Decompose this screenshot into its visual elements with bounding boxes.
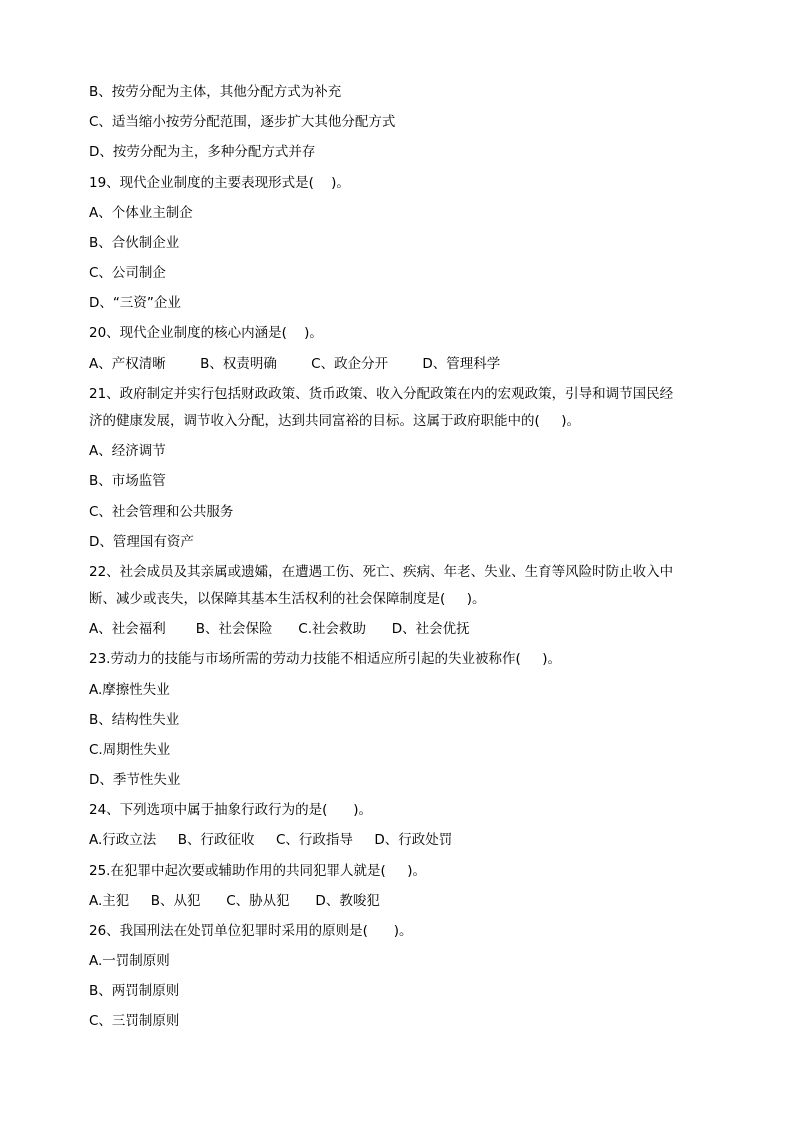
option-21-b: B、市场监管: [89, 473, 166, 489]
option-26-b: B、两罚制原则: [89, 983, 180, 999]
option-18-d: D、按劳分配为主，多种分配方式并存: [89, 144, 316, 160]
question-20: 20、现代企业制度的核心内涵是( )。: [89, 325, 323, 341]
question-25: 25.在犯罪中起次要或辅助作用的共同犯罪人就是( )。: [89, 863, 426, 879]
question-22-line-2: 断、减少或丧失，以保障其基本生活权利的社会保障制度是( )。: [89, 591, 486, 607]
question-21-line-2: 济的健康发展，调节收入分配，达到共同富裕的目标。这属于政府职能中的( )。: [89, 413, 580, 429]
question-22-line-1: 22、社会成员及其亲属或遗孀，在遭遇工伤、死亡、疾病、年老、失业、生育等风险时防止收入中: [89, 564, 674, 580]
option-18-b: B、按劳分配为主体，其他分配方式为补充: [89, 84, 342, 100]
options-24: A.行政立法 B、行政征收 C、行政指导 D、行政处罚: [89, 832, 453, 848]
options-25: A.主犯 B、从犯 C、胁从犯 D、教唆犯: [89, 893, 380, 909]
option-23-d: D、季节性失业: [89, 772, 181, 788]
question-19: 19、现代企业制度的主要表现形式是( )。: [89, 175, 350, 191]
option-21-d: D、管理国有资产: [89, 534, 194, 550]
option-19-d: D、“三资”企业: [89, 295, 181, 311]
question-26: 26、我国刑法在处罚单位犯罪时采用的原则是( )。: [89, 923, 413, 939]
option-18-c: C、适当缩小按劳分配范围，逐步扩大其他分配方式: [89, 114, 396, 130]
options-22: A、社会福利 B、社会保险 C.社会救助 D、社会优抚: [89, 621, 470, 637]
option-19-a: A、个体业主制企: [89, 205, 193, 221]
option-19-b: B、合伙制企业: [89, 235, 180, 251]
option-21-c: C、社会管理和公共服务: [89, 504, 234, 520]
option-19-c: C、公司制企: [89, 265, 166, 281]
option-21-a: A、经济调节: [89, 443, 166, 459]
option-23-b: B、结构性失业: [89, 712, 180, 728]
option-26-c: C、三罚制原则: [89, 1013, 180, 1029]
option-23-a: A.摩擦性失业: [89, 682, 170, 698]
option-23-c: C.周期性失业: [89, 742, 171, 758]
options-20: A、产权清晰 B、权责明确 C、政企分开 D、管理科学: [89, 356, 501, 372]
question-21-line-1: 21、政府制定并实行包括财政政策、货币政策、收入分配政策在内的宏观政策，引导和调节国民经: [89, 386, 674, 402]
option-26-a: A.一罚制原则: [89, 953, 170, 969]
question-24: 24、下列选项中属于抽象行政行为的是( )。: [89, 802, 372, 818]
question-23: 23.劳动力的技能与市场所需的劳动力技能不相适应所引起的失业被称作( )。: [89, 651, 561, 667]
